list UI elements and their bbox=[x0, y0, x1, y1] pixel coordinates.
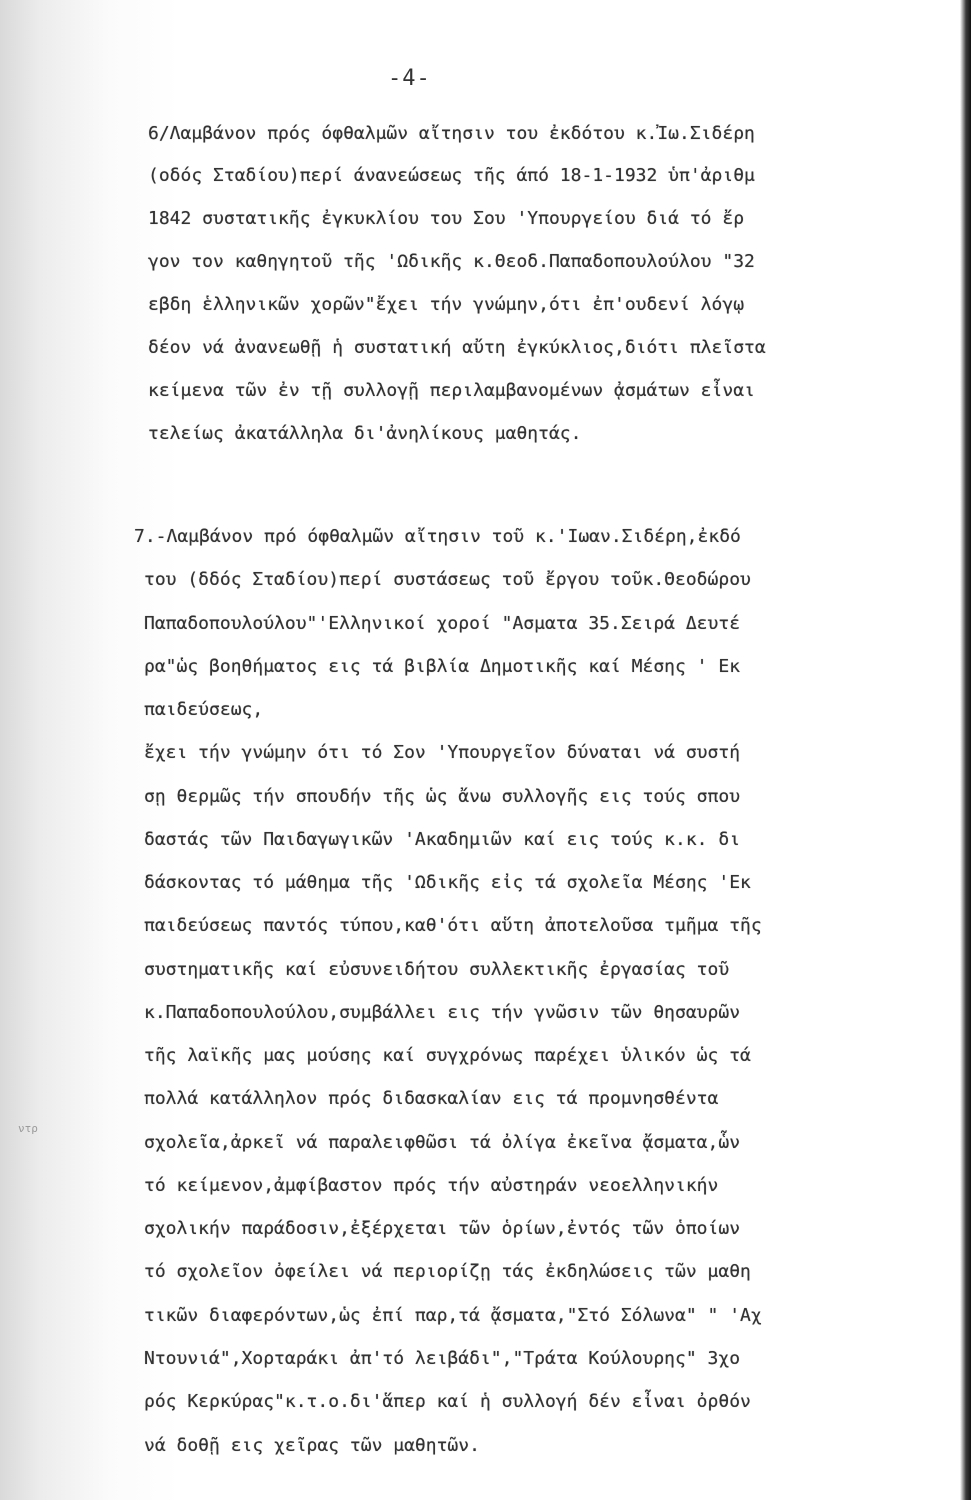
text-line: τό σχολεῖον ὀφείλει νά περιορίζῃ τάς ἐκδηλώσεις τῶν μαθη bbox=[144, 1261, 751, 1282]
page-number: -4- bbox=[388, 66, 431, 91]
text-line: τῆς λαϊκῆς μας μούσης καί συγχρόνως παρέχει ὑλικόν ὡς τά bbox=[144, 1045, 751, 1066]
text-line: ρα"ὡς βοηθήματος εις τά βιβλία Δημοτικῆς καί Μέσης ' Εκ bbox=[144, 656, 741, 677]
text-line: ἔχει τήν γνώμην ότι τό Σον 'Υπουργεῖον δύναται νά συστή bbox=[144, 742, 741, 763]
text-line: δέον νά ἀνανεωθῇ ἡ συστατική αὔτη ἐγκύκλιος,διότι πλεῖστα bbox=[148, 337, 766, 358]
text-line: δαστάς τῶν Παιδαγωγικῶν 'Ακαδημιῶν καί εις τούς κ.κ. δι bbox=[144, 829, 741, 850]
text-line: συστηματικῆς καί εὐσυνειδήτου συλλεκτικῆς ἐργασίας τοῦ bbox=[144, 959, 730, 980]
text-line: κ.Παπαδοπουλούλου,συμβάλλει εις τήν γνῶσιν τῶν θησαυρῶν bbox=[144, 1002, 741, 1023]
text-line: ρός Κερκύρας"κ.τ.ο.δι'ἅπερ καί ἡ συλλογή δέν εἶναι ὀρθόν bbox=[144, 1391, 751, 1412]
text-line: 6/Λαμβάνον πρός όφθαλμῶν αἴτησιν του ἐκδότου κ.Ἰω.Σιδέρη bbox=[148, 123, 755, 144]
text-line: τό κείμενον,ἀμφίβαστον πρός τήν αὐστηράν νεοελληνικήν bbox=[144, 1175, 719, 1196]
text-line: τικῶν διαφερόντων,ὡς ἐπί παρ,τά ᾄσματα,"Στό Σόλωνα" " 'Αχ bbox=[144, 1305, 762, 1326]
margin-note: ντρ bbox=[18, 1122, 38, 1135]
text-line: σχολεῖα,ἀρκεῖ νά παραλειφθῶσι τά ὀλίγα ἐκεῖνα ᾄσματα,ὧν bbox=[144, 1132, 741, 1153]
text-line: σῃ θερμῶς τήν σπουδήν τῆς ὡς ἄνω συλλογῆς εις τούς σπου bbox=[144, 786, 741, 807]
text-line: τελείως ἀκατάλληλα δι'ἀνηλίκους μαθητάς. bbox=[148, 423, 582, 444]
text-line: Ντουνιά",Χορταράκι ἀπ'τό λειβάδι","Τράτα Κούλουρης" 3χο bbox=[144, 1348, 741, 1369]
text-line: εβδη ἑλληνικῶν χορῶν"ἔχει τήν γνώμην,ότι ἐπ'ουδενί λόγῳ bbox=[148, 294, 745, 315]
text-line: σχολικήν παράδοσιν,ἐξέρχεται τῶν ὁρίων,ἐντός τῶν ὁποίων bbox=[144, 1218, 741, 1239]
text-line: (οδός Σταδίου)περί άνανεώσεως τῆς άπό 18-1-1932 ὑπ'ἀριθμ bbox=[148, 165, 755, 186]
text-line: παιδεύσεως, bbox=[144, 699, 264, 720]
text-line: 1842 συστατικῆς ἐγκυκλίου του Σου 'Υπουργείου διά τό ἔρ bbox=[148, 208, 745, 229]
text-line: πολλά κατάλληλον πρός διδασκαλίαν εις τά προμνησθέντα bbox=[144, 1088, 719, 1109]
text-line: 7.-Λαμβάνον πρό όφθαλμῶν αἴτησιν τοῦ κ.'Ιωαν.Σιδέρη,ἐκδό bbox=[134, 526, 741, 547]
text-line: παιδεύσεως παντός τύπου,καθ'ότι αὕτη ἀποτελοῦσα τμῆμα τῆς bbox=[144, 915, 762, 936]
text-line: του (δδός Σταδίου)περί συστάσεως τοῦ ἔργου τοῦκ.Θεοδώρου bbox=[144, 569, 751, 590]
text-line: Παπαδοπουλούλου"'Ελληνικοί χοροί "Ασματα 35.Σειρά Δευτέ bbox=[144, 613, 741, 634]
text-line: κείμενα τῶν ἐν τῇ συλλογῇ περιλαμβανομένων ᾀσμάτων εἶναι bbox=[148, 380, 755, 401]
text-line: νά δοθῇ εις χεῖρας τῶν μαθητῶν. bbox=[144, 1435, 480, 1456]
text-line: γον τον καθηγητοῦ τῆς 'Ωδικῆς κ.Θεοδ.Παπαδοπουλούλου "32 bbox=[148, 251, 755, 272]
text-line: δάσκοντας τό μάθημα τῆς 'Ωδικῆς εἰς τά σχολεῖα Μέσης 'Εκ bbox=[144, 872, 751, 893]
